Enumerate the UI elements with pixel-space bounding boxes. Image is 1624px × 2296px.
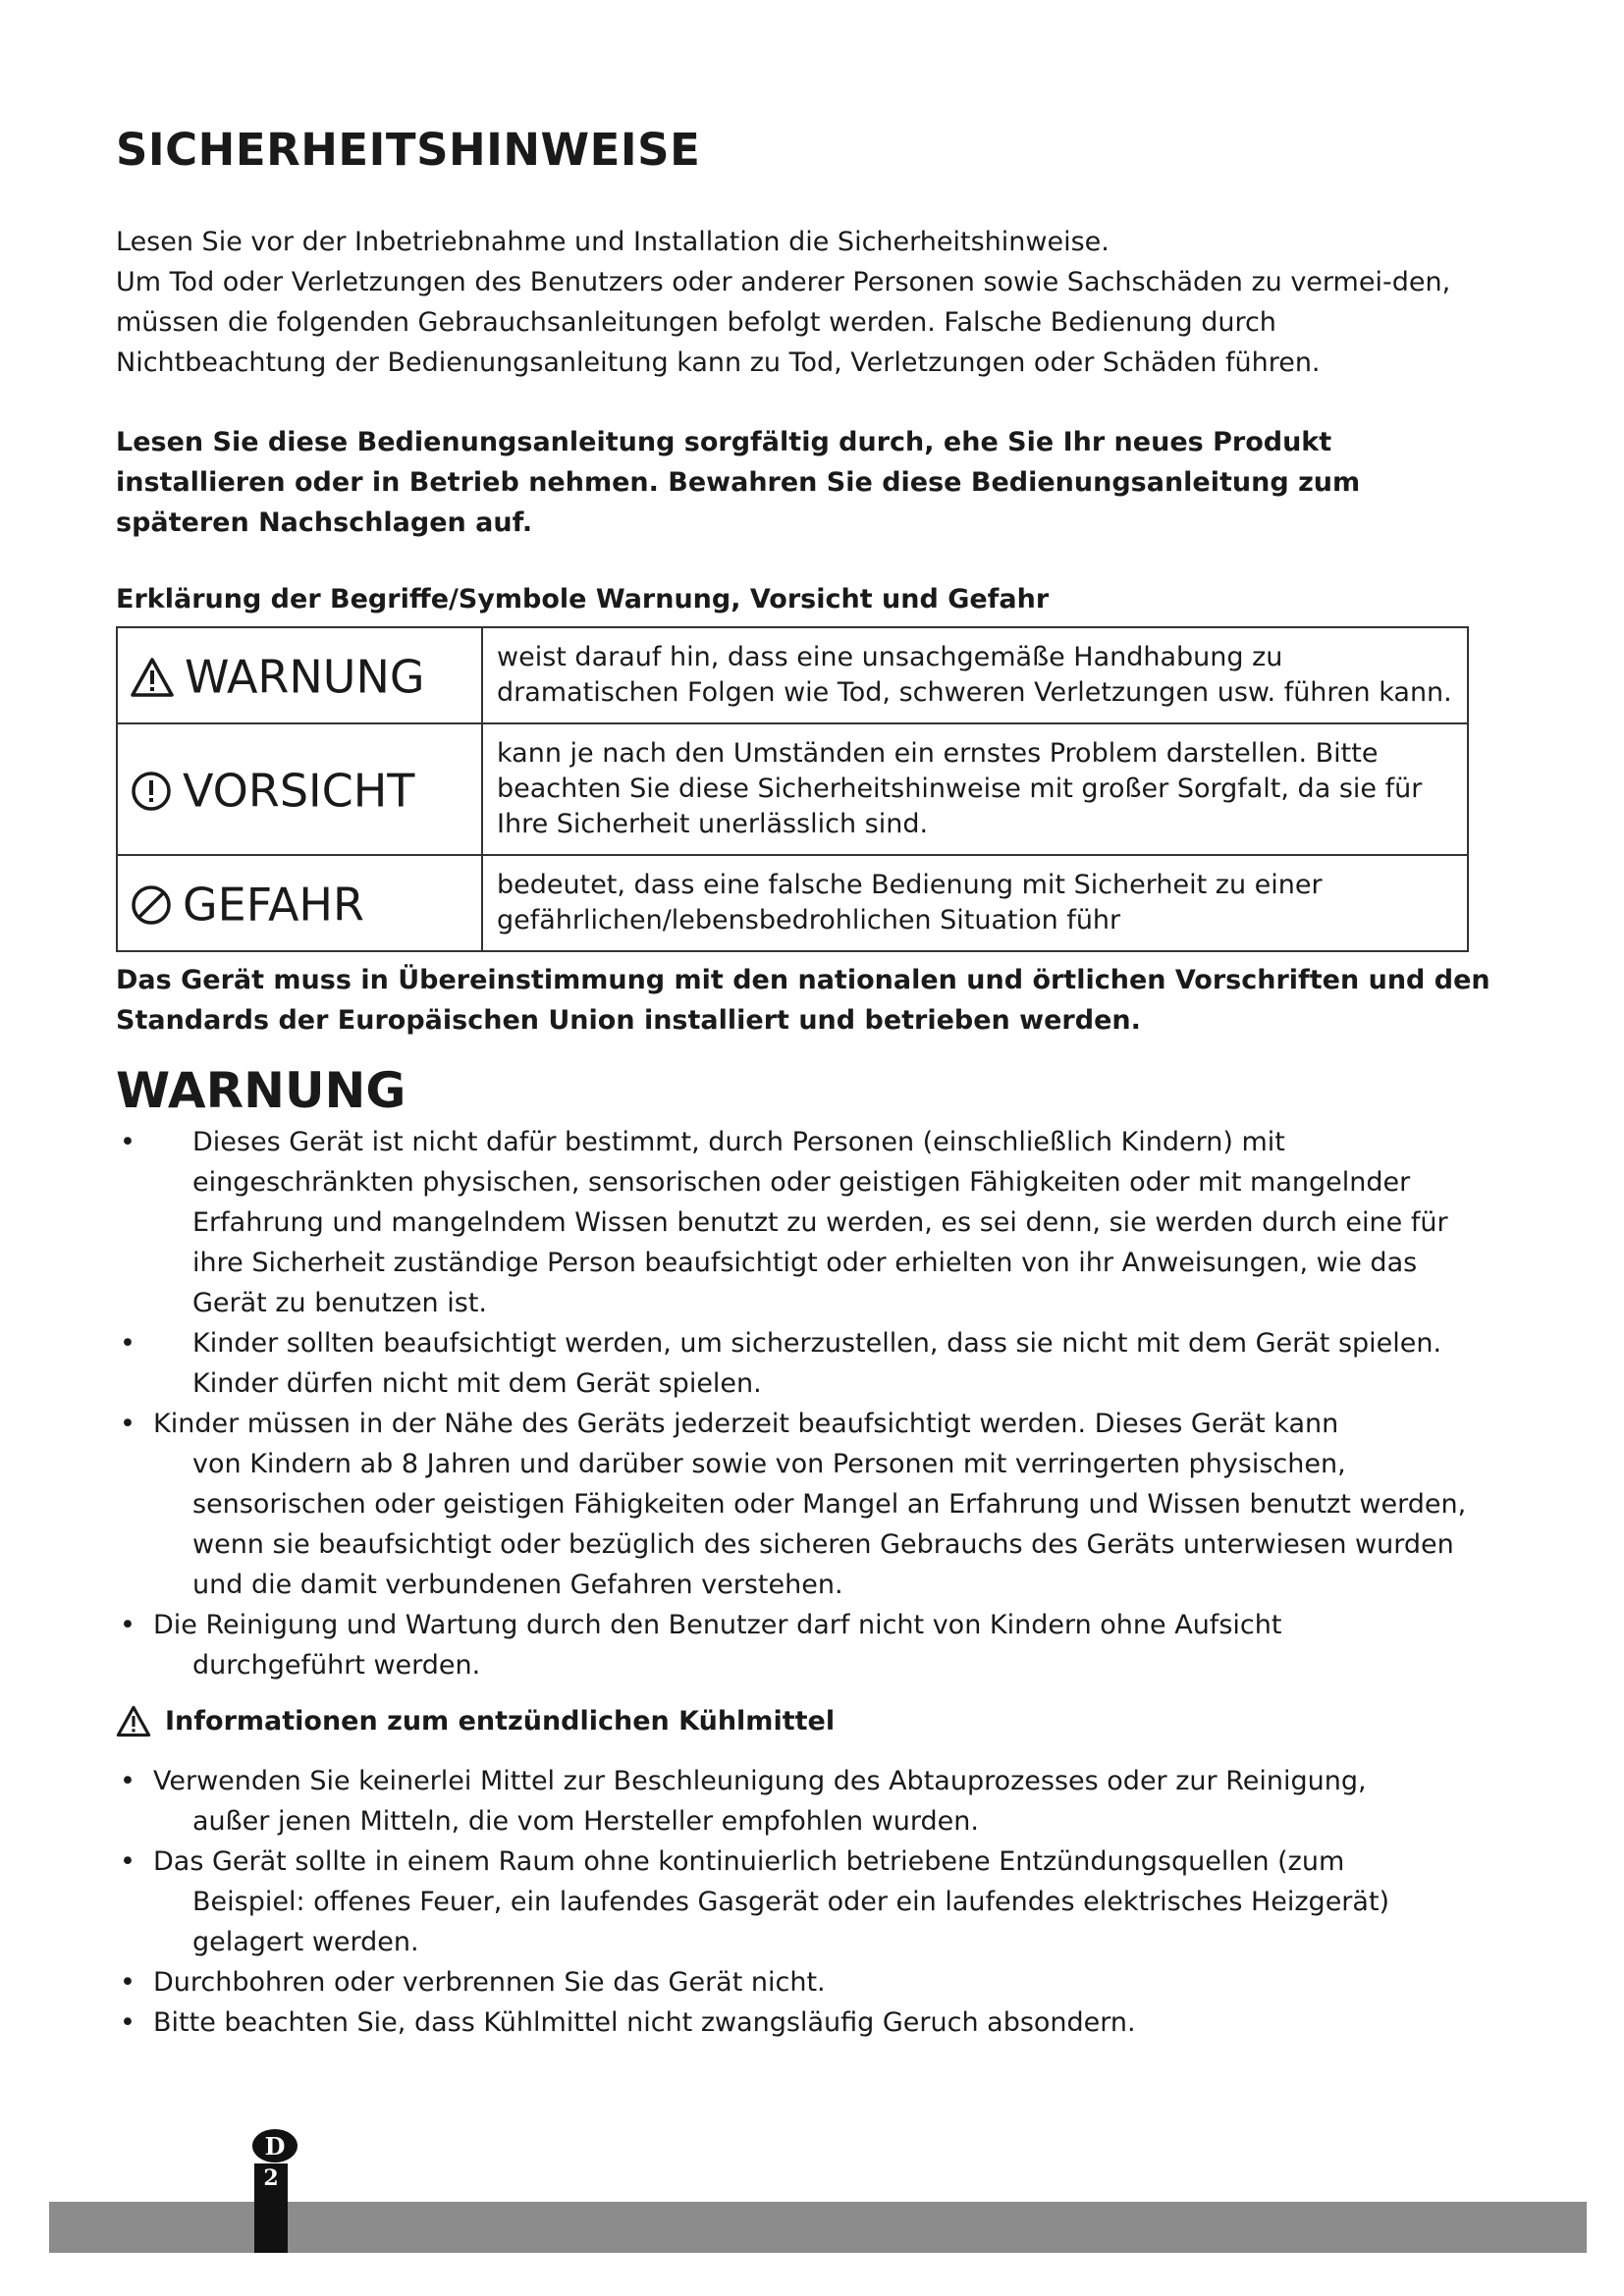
list-item-text: Die Reinigung und Wartung durch den Benutzer darf nicht von Kindern ohne Aufsicht: [153, 1610, 1282, 1640]
term-cell: [117, 855, 482, 951]
table-row: [117, 627, 1468, 723]
bullet-icon: •: [120, 1846, 135, 1877]
list-item-text: Durchbohren oder verbrennen Sie das Gerät nicht.: [153, 1967, 826, 1998]
symbols-table-caption: Erklärung der Begriffe/Symbole Warnung, Vorsicht und Gefahr: [116, 584, 1050, 614]
list-item-text: Verwenden Sie keinerlei Mittel zur Beschleunigung des Abtauprozesses oder zur Reinigung,: [153, 1766, 1367, 1796]
warning-heading: WARNUNG: [116, 1062, 406, 1119]
list-item-text: Dieses Gerät ist nicht dafür bestimmt, durch Personen (einschließlich Kindern) mit eingeschränkten physischen, sensorischen oder geistigen Fähigkeiten oder mit mangelnder Erfahrung und mangelndem Wissen benutzt zu werden, es sei denn, sie werden durch eine für ihre Sicherheit zuständige Person beaufsichtigt oder erhielten von ihr Anweisungen, wie das Gerät zu benutzen ist.: [192, 1127, 1448, 1318]
list-item-text: Das Gerät sollte in einem Raum ohne kontinuierlich betriebene Entzündungsquellen (zum: [153, 1846, 1345, 1877]
warning-list: [116, 1122, 1490, 1685]
list-item: [116, 2002, 1490, 2043]
bullet-icon: •: [120, 1409, 135, 1439]
list-item: [116, 1404, 1490, 1605]
table-row: [117, 855, 1468, 951]
list-item-continuation: von Kindern ab 8 Jahren und darüber sowie von Personen mit verringerten physischen, sensorischen oder geistigen Fähigkeiten oder Mangel an Erfahrung und Wissen benutzt werden, wenn sie beaufsichtigt oder bezüglich des sicheren Gebrauchs des Geräts unterwiesen wurden und die damit verbundenen Gefahren verstehen.: [192, 1449, 1467, 1600]
intro-paragraph: Um Tod oder Verletzungen des Benutzers oder anderer Personen sowie Sachschäden zu vermei-den, müssen die folgenden Gebrauchsanleitungen befolgt werden. Falsche Bedienung durch Nichtbeachtung der Bedienungsanleitung kann zu Tod, Verletzungen oder Schäden führen.: [116, 267, 1451, 378]
intro-line: Lesen Sie vor der Inbetriebnahme und Installation die Sicherheitshinweise.: [116, 227, 1110, 257]
symbols-table: [116, 626, 1469, 952]
eu-regulation-notice: Das Gerät muss in Übereinstimmung mit den nationalen und örtlichen Vorschriften und den Standards der Europäischen Union installiert und betrieben werden.: [116, 965, 1490, 1036]
bullet-icon: •: [120, 1967, 135, 1998]
list-item: [116, 1323, 1490, 1404]
list-item: [116, 1605, 1490, 1685]
page-number: 2: [263, 2165, 279, 2191]
page-title: SICHERHEITSHINWEISE: [116, 124, 701, 176]
bullet-icon: •: [120, 1127, 135, 1157]
bullet-icon: •: [120, 1766, 135, 1796]
table-row: [117, 723, 1468, 855]
list-item-continuation: durchgeführt werden.: [192, 1650, 481, 1681]
caution-circle-icon: [130, 770, 173, 813]
language-badge: D: [252, 2129, 298, 2163]
term-description: weist darauf hin, dass eine unsachgemäße Handhabung zu dramatischen Folgen wie Tod, schweren Verletzungen usw. führen kann.: [482, 627, 1468, 723]
refrigerant-list: [116, 1761, 1490, 2043]
list-item-text: Kinder sollten beaufsichtigt werden, um sicherzustellen, dass sie nicht mit dem Gerät spielen. Kinder dürfen nicht mit dem Gerät spielen.: [192, 1328, 1442, 1399]
refrigerant-heading-text: Informationen zum entzündlichen Kühlmittel: [165, 1706, 836, 1736]
term-label: VORSICHT: [183, 764, 415, 818]
list-item-continuation: außer jenen Mitteln, die vom Hersteller empfohlen wurden.: [192, 1806, 979, 1837]
term-cell: [117, 627, 482, 723]
term-cell: [117, 723, 482, 855]
bullet-icon: •: [120, 1328, 135, 1359]
warning-triangle-icon: [130, 657, 175, 698]
intro-text: [116, 222, 1490, 383]
list-item: [116, 1962, 1490, 2002]
list-item-text: Kinder müssen in der Nähe des Geräts jederzeit beaufsichtigt werden. Dieses Gerät kann: [153, 1409, 1339, 1439]
list-item-text: Bitte beachten Sie, dass Kühlmittel nicht zwangsläufig Geruch absondern.: [153, 2007, 1136, 2038]
bullet-icon: •: [120, 1610, 135, 1640]
refrigerant-heading: [116, 1705, 835, 1737]
read-manual-notice: Lesen Sie diese Bedienungsanleitung sorgfältig durch, ehe Sie Ihr neues Produkt installieren oder in Betrieb nehmen. Bewahren Sie diese Bedienungsanleitung zum späteren Nachschlagen auf.: [116, 427, 1361, 538]
term-label: WARNUNG: [185, 650, 425, 704]
list-item: [116, 1122, 1490, 1323]
prohibited-icon: [130, 883, 173, 927]
term-label: GEFAHR: [183, 878, 364, 932]
warning-triangle-icon: [116, 1705, 151, 1737]
list-item-continuation: Beispiel: offenes Feuer, ein laufendes Gasgerät oder ein laufendes elektrisches Heizgerät) gelagert werden.: [192, 1887, 1390, 1957]
term-description: bedeutet, dass eine falsche Bedienung mit Sicherheit zu einer gefährlichen/lebensbedrohlichen Situation führ: [482, 855, 1468, 951]
list-item: [116, 1842, 1490, 1962]
bullet-icon: •: [120, 2007, 135, 2038]
list-item: [116, 1761, 1490, 1842]
term-description: kann je nach den Umständen ein ernstes Problem darstellen. Bitte beachten Sie diese Sicherheitshinweise mit großer Sorgfalt, da sie für Ihre Sicherheit unerlässlich sind.: [482, 723, 1468, 855]
